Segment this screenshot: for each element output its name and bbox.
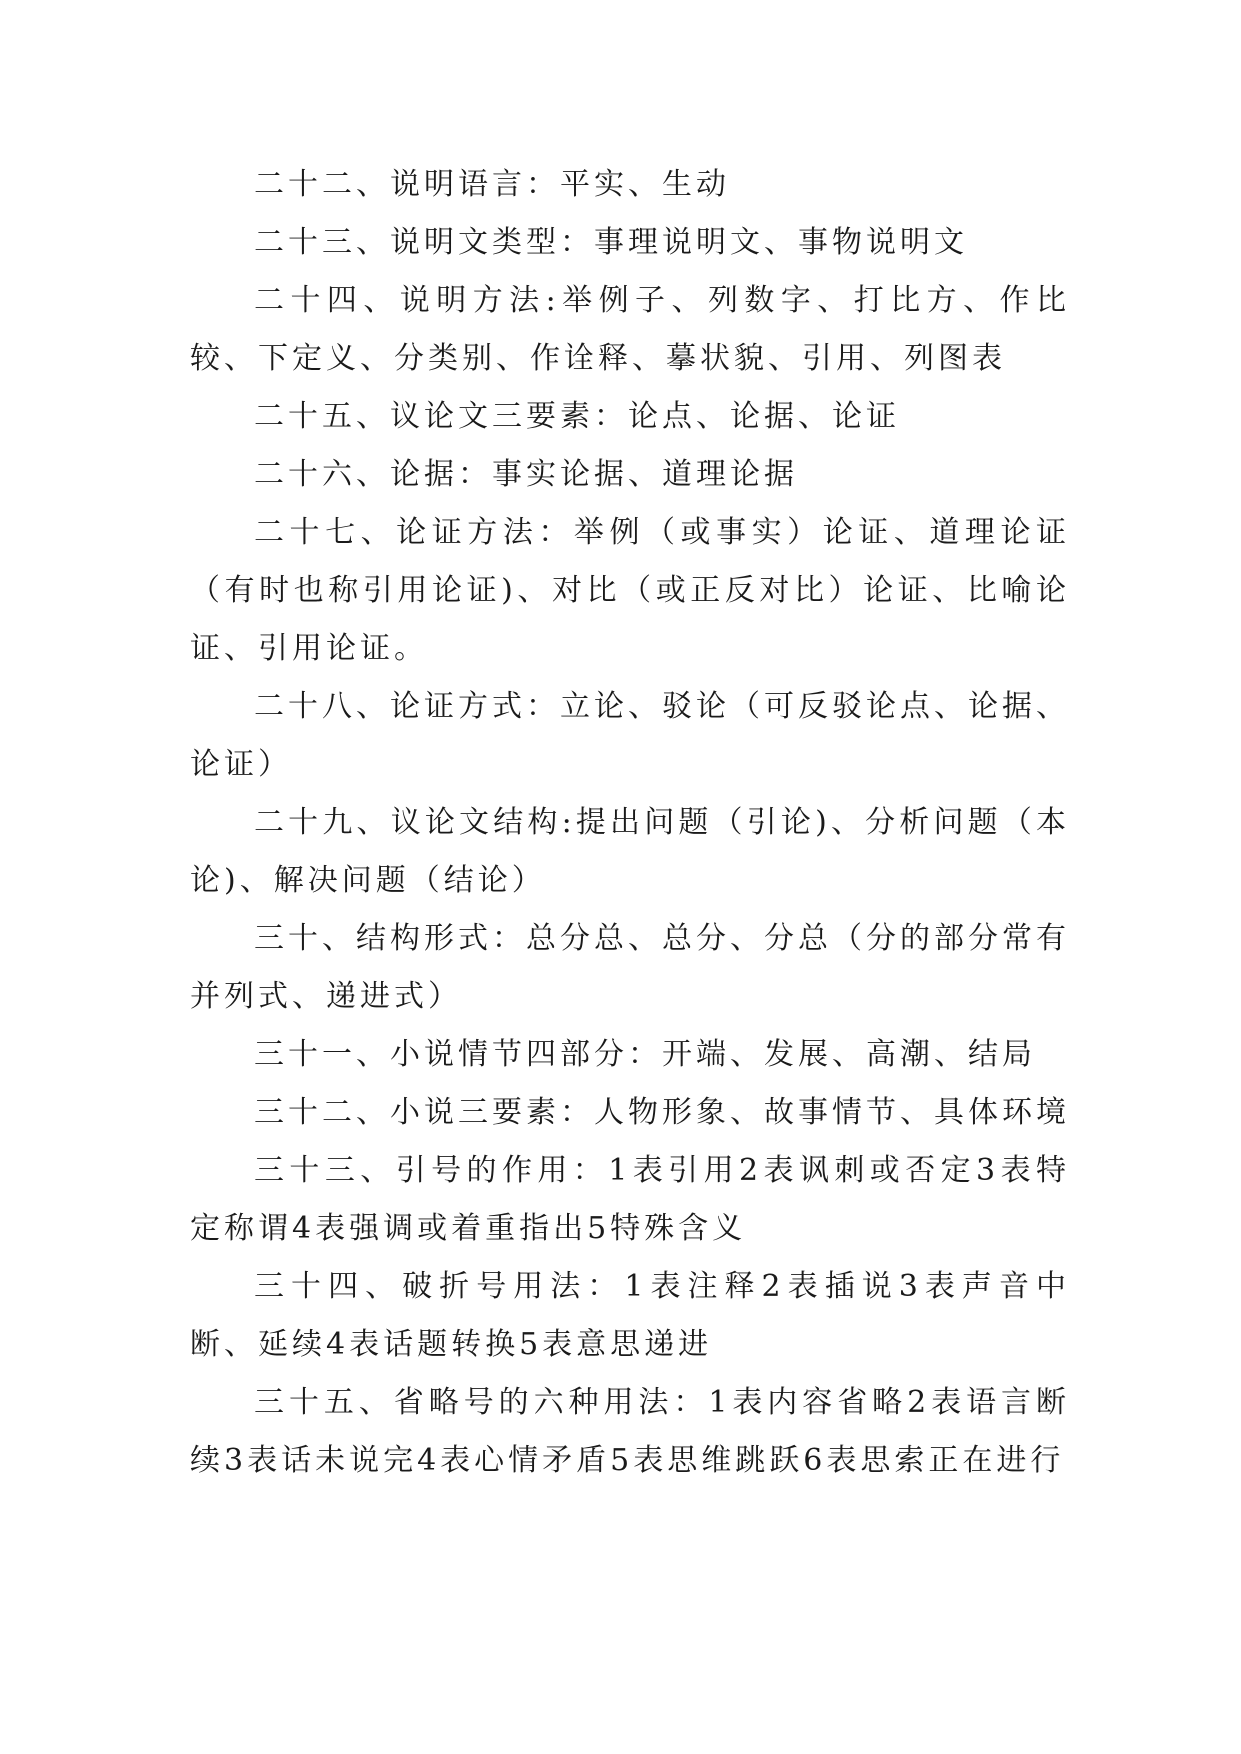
paragraph-33: 三十三、引号的作用：1表引用2表讽刺或否定3表特定称谓4表强调或着重指出5特殊含义 [190, 1153, 1070, 1246]
paragraph-24: 二十四、说明方法:举例子、列数字、打比方、作比较、下定义、分类别、作诠释、摹状貌、引用、列图表 [190, 283, 1070, 376]
paragraph-31: 三十一、小说情节四部分：开端、发展、高潮、结局 [254, 1037, 1036, 1072]
paragraph-27: 二十七、论证方法：举例（或事实）论证、道理论证（有时也称引用论证)、对比（或正反对比）论证、比喻论证、引用论证。 [190, 515, 1070, 666]
document-body [190, 156, 1070, 1490]
paragraph-32: 三十二、小说三要素：人物形象、故事情节、具体环境 [254, 1095, 1070, 1130]
paragraph-26: 二十六、论据：事实论据、道理论据 [254, 457, 798, 492]
paragraph-23: 二十三、说明文类型：事理说明文、事物说明文 [254, 225, 968, 260]
paragraph-29: 二十九、议论文结构:提出问题（引论)、分析问题（本论)、解决问题（结论） [190, 805, 1070, 898]
paragraph-35: 三十五、省略号的六种用法：1表内容省略2表语言断续3表话未说完4表心情矛盾5表思维跳跃6表思索正在进行 [190, 1385, 1070, 1478]
paragraph-25: 二十五、议论文三要素：论点、论据、论证 [254, 399, 900, 434]
paragraph-22: 二十二、说明语言：平实、生动 [254, 167, 730, 202]
paragraph-28: 二十八、论证方式：立论、驳论（可反驳论点、论据、论证） [190, 689, 1070, 782]
paragraph-34: 三十四、破折号用法：1表注释2表插说3表声音中断、延续4表话题转换5表意思递进 [190, 1269, 1070, 1362]
paragraph-30: 三十、结构形式：总分总、总分、分总（分的部分常有并列式、递进式） [190, 921, 1070, 1014]
